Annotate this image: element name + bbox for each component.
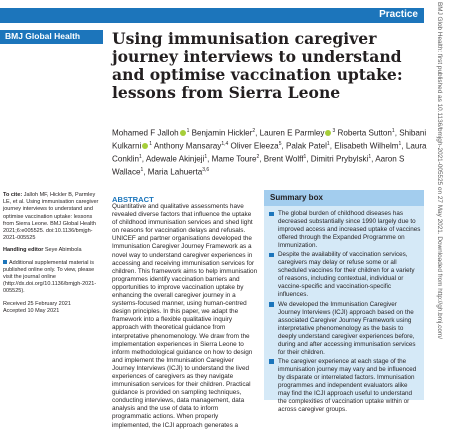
author-name: Benjamin Hickler bbox=[191, 128, 253, 138]
author-name: Elisabeth Wilhelm bbox=[334, 141, 399, 151]
author-name: Mame Toure bbox=[211, 154, 257, 164]
bullet-icon bbox=[269, 359, 274, 364]
author-name: Brent Wolff bbox=[263, 154, 304, 164]
author-name: Laura Conklin bbox=[112, 141, 427, 164]
author-name: Aaron S Wallace bbox=[112, 154, 405, 177]
article-title: Using immunisation caregiver journey interviews to understand and optimise vaccination uptake: lessons from Sierra Leone bbox=[112, 29, 403, 102]
citation-label: To cite: bbox=[3, 192, 23, 198]
bullet-icon bbox=[269, 212, 274, 217]
author-name: Adewale Akinjeji bbox=[145, 154, 205, 164]
supplementary-text[interactable]: Additional supplemental material is published online only. To view, please visit the journal online (http://dx.doi.org/10.1136/bmjgh-2021-005525). bbox=[3, 259, 97, 295]
summary-item: The global burden of childhood diseases has decreased substantially since 1990 largely due to improved access and increased uptake of vaccines offered through the Expanded Programme on Immunization. bbox=[269, 210, 421, 250]
author-name: Maria Lahuerta bbox=[147, 167, 203, 177]
citation-text[interactable]: Jalloh MF, Hickler B, Parmley LE, et al. Using immunisation caregiver journey interviews to understand and optimise vaccination uptake: lessons from Sierra Leone. BMJ Global Health 2021;6:e005525. doi:10.1136/bmjgh-2021-005525 bbox=[3, 192, 99, 242]
summary-item: We developed the Immunisation Caregiver Journey Interviews (ICJI) approach based on the associated Caregiver Journey Framework using interpretative phenomenology as the basis to deeply understand caregiver experiences before, during and after accessing immunisation services for their children. bbox=[269, 301, 421, 357]
section-label: Practice bbox=[379, 9, 418, 20]
author-name: Roberta Sutton bbox=[337, 128, 392, 138]
summary-item: The caregiver experience at each stage of the immunisation journey may vary and be influenced by disparate or interrelated factors. Immunisation programmes and independent evaluators alike may find the ICJI approach useful to understand the complexities of vaccination uptake within or across caregiver groups. bbox=[269, 358, 421, 414]
orcid-icon[interactable] bbox=[180, 130, 186, 136]
summary-header bbox=[264, 190, 424, 206]
bullet-icon bbox=[269, 302, 274, 307]
author-name: Anthony Mansaray bbox=[153, 141, 222, 151]
orcid-icon[interactable] bbox=[142, 143, 148, 149]
summary-box bbox=[264, 190, 424, 414]
section-band bbox=[0, 8, 424, 23]
journal-name: BMJ Global Health bbox=[5, 31, 81, 41]
author-name: Oliver Eleeza bbox=[230, 141, 279, 151]
orcid-icon[interactable] bbox=[325, 130, 331, 136]
author-name: Shibani Kulkarni bbox=[112, 128, 427, 151]
author-name: Palak Patel bbox=[285, 141, 327, 151]
author-list: Mohamed F Jalloh $^1$ Benjamin Hickler$^2$, Lauren E Parmley $^3$ Roberta Sutton$^1$, Shibani Kulkarni $^1$ Anthony Mansaray$^{1,4}$ Oliver Eleeza$^5$, Palak Patel$^1$, Elisabeth Wilhelm$^1$, Laura Conklin$^1$, Adewale Akinjeji$^1$, Mame Toure$^2$, Brent Wolff$^1$, Dimitri Prybylski$^1$, Aaron S Wallace$^1$, Maria Lahuerta$^{3,6}$ bbox=[112, 128, 427, 177]
abstract-heading: ABSTRACT bbox=[112, 195, 154, 204]
accepted-date: Accepted 10 May 2021 bbox=[3, 307, 60, 314]
author-name: Lauren E Parmley bbox=[259, 128, 325, 138]
author-name: Dimitri Prybylski bbox=[310, 154, 369, 164]
journal-band bbox=[0, 30, 103, 44]
bullet-icon bbox=[269, 253, 274, 258]
handling-editor-name: Seye Abimbola bbox=[44, 247, 82, 254]
article-info bbox=[3, 192, 103, 320]
dates-block bbox=[3, 301, 103, 315]
supplementary-block bbox=[3, 260, 103, 296]
summary-item: Despite the availability of vaccination services, caregivers may delay or refuse some or all scheduled vaccines for their children for a variety of reasons, including contextual, individual or vaccine-specific and vaccination-specific influences. bbox=[269, 251, 421, 299]
bullet-icon bbox=[3, 260, 7, 264]
author-name: Mohamed F Jalloh bbox=[112, 128, 179, 138]
handling-editor-label: Handling editor bbox=[3, 247, 44, 254]
received-date: Received 25 February 2021 bbox=[3, 300, 71, 307]
citation-block bbox=[3, 192, 103, 242]
download-note: BMJ Glob Health: first published as 10.1136/bmjgh-2021-005525 on 27 May 2021. Downloaded from http://gh.bmj.com/ bbox=[436, 2, 443, 340]
summary-list bbox=[269, 210, 421, 414]
handling-editor-block bbox=[3, 247, 103, 254]
summary-heading: Summary box bbox=[270, 193, 323, 202]
abstract-text: Quantitative and qualitative assessments have revealed diverse factors that influence the uptake of childhood immunisation services and shed light on reasons for vaccination delays and refusals. UNICEF and partner organisations developed the Immunisation Caregiver Journey Framework as a novel way to understand caregiver experiences in accessing and receiving immunisation services for children. This framework aims to help immunisation programmes identify vaccination barriers and opportunities to improve vaccination uptake by enhancing the overall caregiver journey in a systems-focused manner, using human-centred design principles. In this paper, we adapt the framework into a flexible qualitative inquiry approach with theoretical guidance from interpretative phenomenology. We draw from the implementation experiences in Sierra Leone to inform methodological guidance on how to design and implement the Immunisation Caregiver Journey Interviews (ICJI) to understand the lived experiences of caregivers as they navigate immunisation services for their children. Practical guidance is provided on sampling techniques, conducting interviews, data management, data analysis and the use of data to inform programmatic actions. When properly implemented, the ICJI approach generates a bbox=[112, 203, 258, 429]
